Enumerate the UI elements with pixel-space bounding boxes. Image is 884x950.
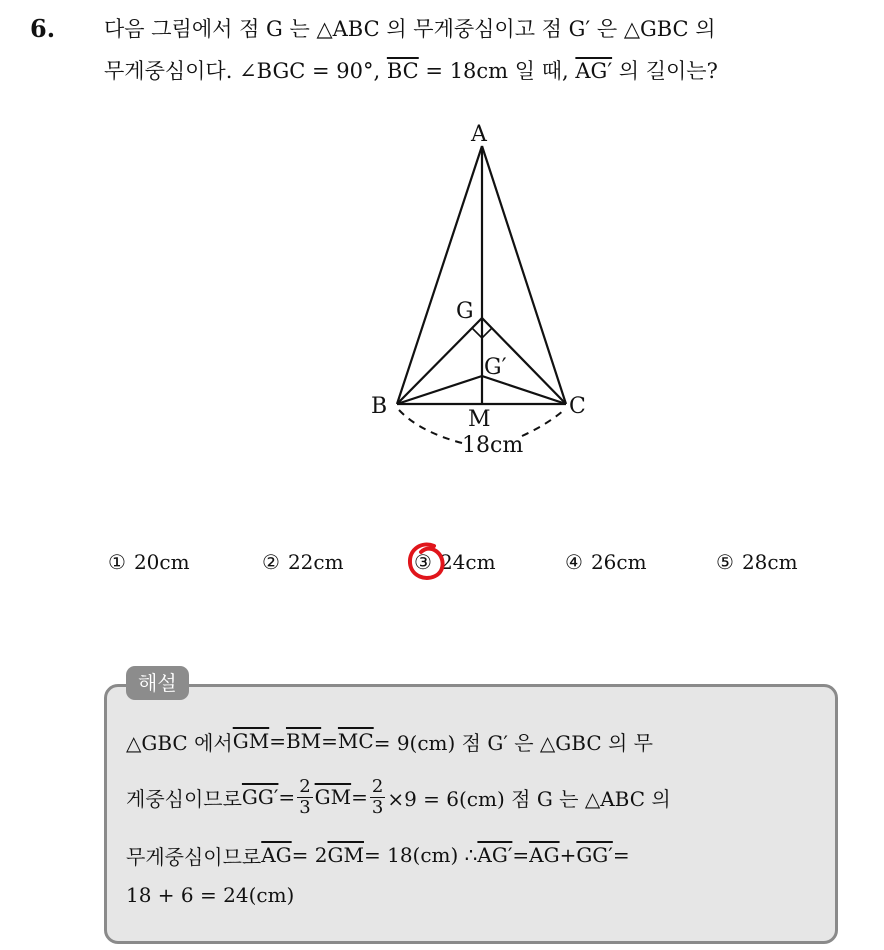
sol-text: = (512, 843, 530, 867)
fraction-numerator: 2 (371, 775, 384, 797)
choice-text: 28cm (741, 550, 798, 574)
choice-text: 22cm (287, 550, 344, 574)
question-text-part: = 18cm 일 때, (418, 59, 576, 83)
label-length: 18cm (462, 433, 524, 458)
choice-mark: ⑤ (716, 550, 734, 574)
sol-text: = (278, 785, 296, 809)
sol-text: = (321, 729, 338, 753)
question-number: 6. (30, 14, 56, 43)
solution-line1 (126, 716, 653, 766)
choice-text: 26cm (590, 550, 647, 574)
choice-mark: ④ (565, 550, 583, 574)
segment-mc: $\overline{MC}$ (337, 729, 374, 753)
sol-text: 무게중심이므로 (126, 844, 262, 869)
question-text-part: 의 길이는? (612, 59, 718, 83)
solution-line2 (126, 772, 671, 822)
choice-mark: ② (262, 550, 280, 574)
length-brace-right (522, 410, 564, 436)
fraction (370, 777, 385, 818)
choice-mark: ① (108, 550, 126, 574)
sol-text: △GBC 에서 (126, 730, 233, 755)
choice-5[interactable] (716, 550, 798, 574)
choice-text: 20cm (133, 550, 190, 574)
choice-4[interactable] (565, 550, 647, 574)
segment-gg-prime: GG′ (241, 785, 279, 809)
label-b: B (371, 394, 388, 419)
fraction-denominator: 3 (371, 796, 384, 818)
solution-line4: 18 + 6 = 24(cm) (126, 883, 295, 907)
choice-2[interactable] (262, 550, 344, 574)
sol-text: 게중심이므로 (126, 786, 242, 811)
sol-text: = (612, 843, 630, 867)
sol-text: + (559, 843, 577, 867)
label-g: G (456, 299, 474, 324)
choice-mark: ③ (414, 550, 432, 574)
segment-bm: $\overline{BM}$ (285, 729, 322, 753)
segment-bc: $\overline{BC}$ (386, 59, 419, 83)
solution-tab: 해설 (126, 666, 189, 700)
label-g-prime: G′ (484, 355, 507, 380)
choice-1[interactable] (108, 550, 190, 574)
sol-text: = 18(cm) ∴ (363, 843, 478, 867)
segment-ag: $\overline{AG}$ (529, 843, 560, 867)
segment-ag-prime: AG′ (477, 843, 513, 867)
sol-text: = (269, 729, 286, 753)
segment-gm: $\overline{GM}$ (314, 785, 352, 809)
segment-ag-prime: AG′ (575, 59, 613, 83)
sol-text: = 2 (291, 843, 328, 867)
segment-ag: $\overline{AG}$ (261, 843, 292, 867)
segment-gm: $\overline{GM}$ (232, 729, 270, 753)
question-text-part: 무게중심이다. ∠BGC = 90°, (104, 59, 387, 83)
sol-text: = (351, 785, 368, 809)
choice-text: 24cm (439, 550, 496, 574)
sol-text: ×9 = 6(cm) 점 G 는 △ABC 의 (387, 786, 671, 811)
fraction (297, 777, 312, 818)
length-brace-left (399, 410, 462, 443)
question-text-line1: 다음 그림에서 점 G 는 △ABC 의 무게중심이고 점 G′ 은 △GBC 의 (104, 17, 716, 41)
segment-gg-prime: GG′ (576, 843, 613, 867)
fraction-numerator: 2 (299, 775, 311, 797)
selected-answer-circle (404, 540, 448, 584)
sol-text: = 9(cm) 점 G′ 은 △GBC 의 무 (373, 730, 653, 755)
side-ab (397, 146, 482, 404)
label-m: M (468, 407, 491, 432)
fraction-denominator: 3 (299, 796, 311, 818)
label-a: A (471, 122, 487, 147)
label-c: C (569, 394, 586, 419)
segment-gm: $\overline{GM}$ (327, 843, 364, 867)
